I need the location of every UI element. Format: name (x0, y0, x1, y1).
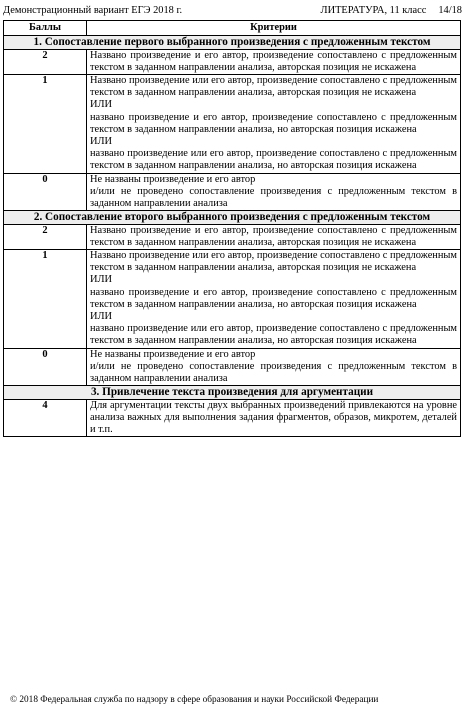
score-cell: 2 (4, 224, 87, 249)
criteria-text: Не названы произведение и его автор (90, 348, 256, 360)
criteria-text: названо произведение или его автор, произведение сопоставлено с предложенным текстом в заданном направлении анализа, но авторская позиция искажена (90, 323, 457, 347)
criteria-text: названо произведение или его автор, произведение сопоставлено с предложенным текстом в заданном направлении анализа, но авторская позиция искажена (90, 148, 457, 172)
score-cell: 2 (4, 49, 87, 74)
table-row (4, 173, 461, 211)
or-separator: ИЛИ (90, 274, 113, 286)
criteria-table (3, 20, 461, 437)
score-cell: 1 (4, 250, 87, 349)
criteria-text: Для аргументации тексты двух выбранных произведений привлекаются на уровне анализа важных для выполнения задания фрагментов, образов, микротем, деталей и т.п. (90, 399, 457, 436)
criteria-cell (87, 173, 461, 211)
table-row (4, 348, 461, 386)
score-cell: 4 (4, 399, 87, 437)
page-footer: © 2018 Федеральная служба по надзору в сфере образования и науки Российской Федерации (10, 695, 379, 705)
section-row (4, 211, 461, 225)
column-header-score: Баллы (4, 21, 87, 36)
criteria-cell (87, 250, 461, 349)
criteria-table-body (4, 36, 461, 437)
section-row (4, 36, 461, 50)
column-header-criteria: Критерии (87, 21, 461, 36)
criteria-text: названо произведение и его автор, произведение сопоставлено с предложенным текстом в заданном направлении анализа, но авторская позиция искажена (90, 286, 457, 310)
criteria-cell (87, 49, 461, 74)
header-subject: ЛИТЕРАТУРА, 11 класс (320, 5, 427, 16)
or-separator: ИЛИ (90, 311, 113, 323)
score-cell: 1 (4, 74, 87, 173)
table-header-row (4, 21, 461, 36)
header-page-number: 14/18 (438, 5, 462, 16)
criteria-text: Названо произведение или его автор, произведение сопоставлено с предложенным текстом в заданном направлении анализа, авторская позиция не искажена (90, 74, 457, 99)
score-cell: 0 (4, 173, 87, 211)
criteria-cell (87, 74, 461, 173)
table-row (4, 224, 461, 249)
table-row (4, 399, 461, 437)
page-header (3, 4, 462, 18)
criteria-text: Названо произведение и его автор, произведение сопоставлено с предложенным текстом в заданном направлении анализа, авторская позиция не искажена (90, 224, 457, 248)
section-title: 2. Сопоставление второго выбранного произведения с предложенным текстом (4, 211, 461, 225)
header-exam-title: Демонстрационный вариант ЕГЭ 2018 г. (3, 5, 183, 16)
criteria-cell (87, 224, 461, 249)
criteria-text: и/или не проведено сопоставление произведения с предложенным текстом в заданном направлении анализа (90, 185, 457, 209)
section-row (4, 386, 461, 400)
section-title: 3. Привлечение текста произведения для аргументации (4, 386, 461, 400)
criteria-text: Названо произведение или его автор, произведение сопоставлено с предложенным текстом в заданном направлении анализа, авторская позиция не искажена (90, 250, 457, 274)
criteria-text: Названо произведение и его автор, произведение сопоставлено с предложенным текстом в заданном направлении анализа, авторская позиция не искажена (90, 49, 457, 73)
criteria-text: Не названы произведение и его автор (90, 173, 256, 185)
or-separator: ИЛИ (90, 135, 113, 147)
score-cell: 0 (4, 348, 87, 386)
table-row (4, 74, 461, 173)
criteria-cell (87, 348, 461, 386)
criteria-text: названо произведение и его автор, произведение сопоставлено с предложенным текстом в заданном направлении анализа, но авторская позиция искажена (90, 111, 457, 135)
section-title: 1. Сопоставление первого выбранного произведения с предложенным текстом (4, 36, 461, 50)
header-subject-page (321, 4, 462, 18)
table-row (4, 49, 461, 74)
table-row (4, 250, 461, 349)
or-separator: ИЛИ (90, 99, 113, 111)
criteria-cell (87, 399, 461, 437)
criteria-text: и/или не проведено сопоставление произведения с предложенным текстом в заданном направлении анализа (90, 360, 457, 385)
